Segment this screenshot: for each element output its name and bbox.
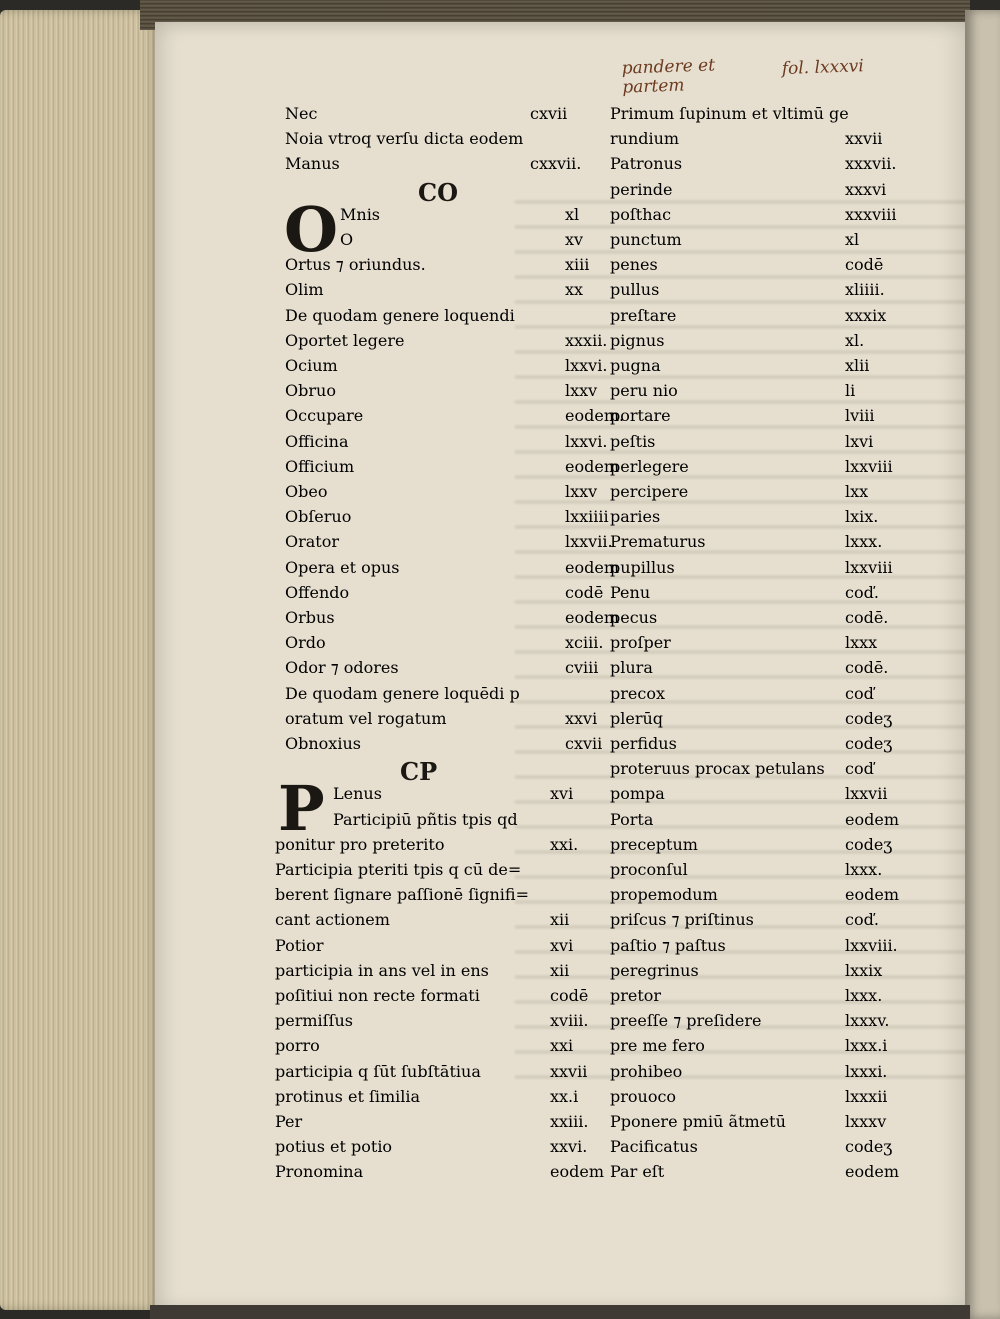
entry-folio: xii (550, 960, 570, 980)
entry-folio: xxxviii (845, 204, 897, 224)
entry-term: Odor ⁊ odores (285, 658, 399, 678)
entry-term: preceptum (610, 834, 698, 854)
page-edges (0, 10, 160, 1310)
entry-term: Obnoxius (285, 734, 361, 753)
entry-term: paſtio ⁊ paſtus (610, 935, 726, 955)
entry-term: pretor (610, 986, 662, 1005)
entry-term: paries (610, 507, 661, 527)
entry-term: participia q ſūt ſubſtātiua (275, 1061, 481, 1081)
entry-folio: xvi (550, 935, 574, 955)
entry-term: Ocium (285, 356, 338, 375)
entry-term: Olim (285, 280, 324, 300)
entry-term: Officium (285, 456, 355, 476)
entry-term: pre me fero (610, 1036, 705, 1056)
entry-term: participia in ans vel in ens (275, 960, 489, 980)
entry-folio: li (845, 381, 856, 401)
entry-folio: lxxv (565, 381, 598, 401)
entry-folio: xl (565, 204, 580, 224)
entry-term: Par eſt (610, 1162, 665, 1182)
entry-folio: lxxv (565, 482, 598, 501)
entry-folio: lxxviii (845, 557, 893, 577)
entry-folio: codē (845, 255, 884, 275)
entry-folio: xiii (565, 255, 590, 275)
entry-term: pompa (610, 784, 665, 804)
entry-term: perlegere (610, 456, 689, 476)
entry-term: Oportet legere (285, 330, 405, 350)
entry-folio: xxvi (565, 708, 598, 728)
entry-folio: xxi. (550, 834, 579, 854)
entry-term: Per (275, 1112, 303, 1131)
entry-folio: lxxx. (845, 860, 883, 879)
entry-term: proſper (610, 633, 671, 653)
entry-term: prohibeo (610, 1061, 683, 1081)
entry-folio: lxxxii (845, 1086, 888, 1106)
entry-folio: xxi (550, 1036, 574, 1056)
entry-folio: xxxvi (845, 179, 887, 199)
entry-term: perfidus (610, 734, 677, 753)
entry-folio: lxxx.i (845, 1036, 888, 1056)
entry-folio: eodem (565, 557, 619, 577)
section-heading-p: CP (400, 757, 438, 787)
entry-term: Pponere pmiū ãtmetū (610, 1112, 786, 1131)
entry-term: peru nio (610, 381, 678, 401)
entry-term: Nec (285, 104, 318, 123)
entry-term: O (340, 230, 354, 249)
entry-term: plura (610, 658, 653, 678)
entry-folio: coď (845, 759, 874, 779)
entry-folio: lxxx. (845, 532, 883, 552)
margin-note-line: pandere et (621, 55, 716, 79)
entry-term: proconſul (610, 860, 688, 879)
entry-folio: xlii (845, 356, 870, 375)
entry-folio: eodem (845, 885, 899, 905)
entry-term: Patronus (610, 154, 683, 174)
entry-term: permiſſus (275, 1011, 354, 1031)
entry-folio: xvi (550, 784, 574, 804)
entry-folio: xxvii (550, 1061, 588, 1081)
entry-term: Orator (285, 532, 340, 552)
entry-term: prouoco (610, 1086, 677, 1106)
entry-term: Ortus ⁊ oriundus. (285, 255, 426, 275)
entry-folio: codē (565, 582, 604, 602)
entry-folio: xx (565, 280, 584, 300)
entry-term: portare (610, 406, 671, 426)
entry-folio: cxxvii. (530, 154, 582, 174)
initial-capital-p: P (278, 772, 325, 846)
entry-term: preſtare (610, 305, 677, 325)
entry-folio: lviii (845, 406, 875, 426)
entry-term: proteruus procax petulans (610, 759, 825, 779)
entry-folio: eodem (845, 809, 899, 829)
entry-term: Ordo (285, 633, 326, 653)
entry-folio: lxxxi. (845, 1061, 888, 1081)
entry-folio: codeʒ (845, 708, 893, 728)
entry-folio: lxxx (845, 633, 878, 653)
entry-folio: cxvii (565, 734, 603, 753)
entry-folio: lxx (845, 482, 869, 501)
entry-term: perinde (610, 179, 673, 199)
entry-term: pecus (610, 608, 658, 627)
entry-term: priſcus ⁊ priſtinus (610, 910, 754, 930)
entry-folio: cxvii (530, 104, 568, 123)
entry-folio: xx.i (550, 1086, 579, 1106)
entry-term: propemodum (610, 885, 718, 905)
entry-term: Mnis (340, 204, 381, 224)
entry-term: Orbus (285, 608, 335, 627)
entry-term: Occupare (285, 406, 364, 426)
entry-term: Officina (285, 431, 349, 451)
entry-folio: eodem (565, 608, 619, 627)
entry-term: Manus (285, 154, 340, 174)
entry-term: Noia vtroq verſu dicta eodem (285, 129, 524, 149)
entry-folio: xxiii. (550, 1112, 589, 1131)
entry-term: pugna (610, 356, 661, 375)
entry-folio: lxvi (845, 431, 874, 451)
entry-folio: codē. (845, 608, 889, 627)
entry-folio: xv (565, 230, 584, 249)
entry-term: Opera et opus (285, 557, 400, 577)
margin-note-folio: fol. lxxxvi (781, 56, 865, 80)
entry-term: pupillus (610, 557, 675, 577)
entry-folio: xl. (845, 330, 865, 350)
entry-term: preeſſe ⁊ preſidere (610, 1011, 762, 1031)
entry-folio: lxxxv. (845, 1011, 890, 1031)
entry-term: punctum (610, 230, 682, 249)
entry-folio: lxxviii. (845, 935, 898, 955)
entry-folio: lxxvi. (565, 431, 608, 451)
entry-term: Pacificatus (610, 1137, 698, 1157)
entry-term: cant actionem (275, 910, 390, 930)
entry-term: Participiū pñtis tpis qd (333, 809, 518, 829)
entry-term: precox (610, 683, 665, 703)
entry-term: oratum vel rogatum (285, 708, 447, 728)
entry-folio: xliiii. (845, 280, 885, 300)
entry-term: Obruo (285, 381, 336, 401)
entry-term: Obſeruo (285, 507, 352, 527)
entry-folio: cviii (565, 658, 599, 678)
entry-folio: lxxiiii (565, 507, 609, 527)
entry-folio: coď. (845, 582, 879, 602)
entry-folio: codē (550, 986, 589, 1005)
entry-folio: coď. (845, 910, 879, 930)
entry-term: pullus (610, 280, 660, 300)
entry-folio: xxvi. (550, 1137, 588, 1157)
entry-folio: codeʒ (845, 1137, 893, 1157)
entry-folio: eodem (550, 1162, 604, 1182)
entry-term: Obeo (285, 482, 328, 501)
entry-term: De quodam genere loquendi (285, 305, 515, 325)
entry-term: Porta (610, 809, 654, 829)
entry-folio: lxxix (845, 960, 883, 980)
entry-term: percipere (610, 482, 689, 501)
entry-folio: eodem (565, 456, 619, 476)
margin-note (621, 55, 865, 98)
entry-term: Penu (610, 582, 651, 602)
entry-folio: xxvii (845, 129, 883, 149)
entry-term: De quodam genere loquēdi p (285, 683, 520, 703)
entry-term: porro (275, 1036, 320, 1056)
entry-term: berent ſignare paſſionē ſignifi= (275, 885, 529, 905)
entry-term: penes (610, 255, 658, 275)
entry-folio: xxxix (845, 305, 887, 325)
entry-folio: xciii. (565, 633, 604, 653)
entry-folio: lxix. (845, 507, 879, 527)
entry-term: plerūq (610, 708, 664, 728)
entry-folio: lxxxv (845, 1112, 887, 1131)
entry-term: potius et potio (275, 1137, 393, 1157)
entry-folio: xii (550, 910, 570, 930)
entry-folio: coď (845, 683, 874, 703)
entry-folio: lxxvii (845, 784, 888, 804)
facing-page-edge (965, 10, 1000, 1319)
show-through-text (515, 179, 1000, 1082)
entry-folio: lxxvii. (565, 532, 613, 552)
entry-folio: xl (845, 230, 860, 249)
entry-term: Participia pteriti tpis q cū de= (275, 860, 522, 879)
entry-term: pignus (610, 330, 665, 350)
entry-term: poſthac (610, 204, 672, 224)
entry-folio: eodem (845, 1162, 899, 1182)
entry-folio: eodem. (565, 406, 625, 426)
initial-capital-o: O (284, 192, 339, 266)
entry-term: Potior (275, 935, 324, 955)
entry-folio: codeʒ (845, 834, 893, 854)
entry-folio: lxxvi. (565, 356, 608, 375)
entry-term: peſtis (610, 431, 656, 451)
entry-folio: lxxx. (845, 986, 883, 1005)
entry-folio: lxxviii (845, 456, 893, 476)
entry-folio: codē. (845, 658, 889, 678)
entry-term: Prematurus (610, 532, 706, 552)
book-bottom-edge (150, 1305, 970, 1319)
entry-term: Offendo (285, 582, 350, 602)
entry-term: Primum ſupinum et vltimū ge (610, 104, 849, 123)
entry-term: ponitur pro preterito (275, 834, 445, 854)
entry-folio: xviii. (550, 1011, 589, 1031)
margin-note-line: partem (621, 75, 685, 98)
entry-folio: xxxvii. (845, 154, 897, 174)
entry-folio: codeʒ (845, 734, 893, 753)
entry-term: peregrinus (610, 960, 699, 980)
entry-folio: xxxii. (565, 330, 608, 350)
entry-term: protinus et ſimilia (275, 1086, 421, 1106)
section-heading-o: CO (418, 177, 459, 207)
entry-term: rundium (610, 129, 680, 149)
entry-term: poſitiui non recte formati (275, 986, 480, 1005)
entry-term: Pronomina (275, 1162, 364, 1182)
entry-term: Lenus (333, 784, 382, 804)
